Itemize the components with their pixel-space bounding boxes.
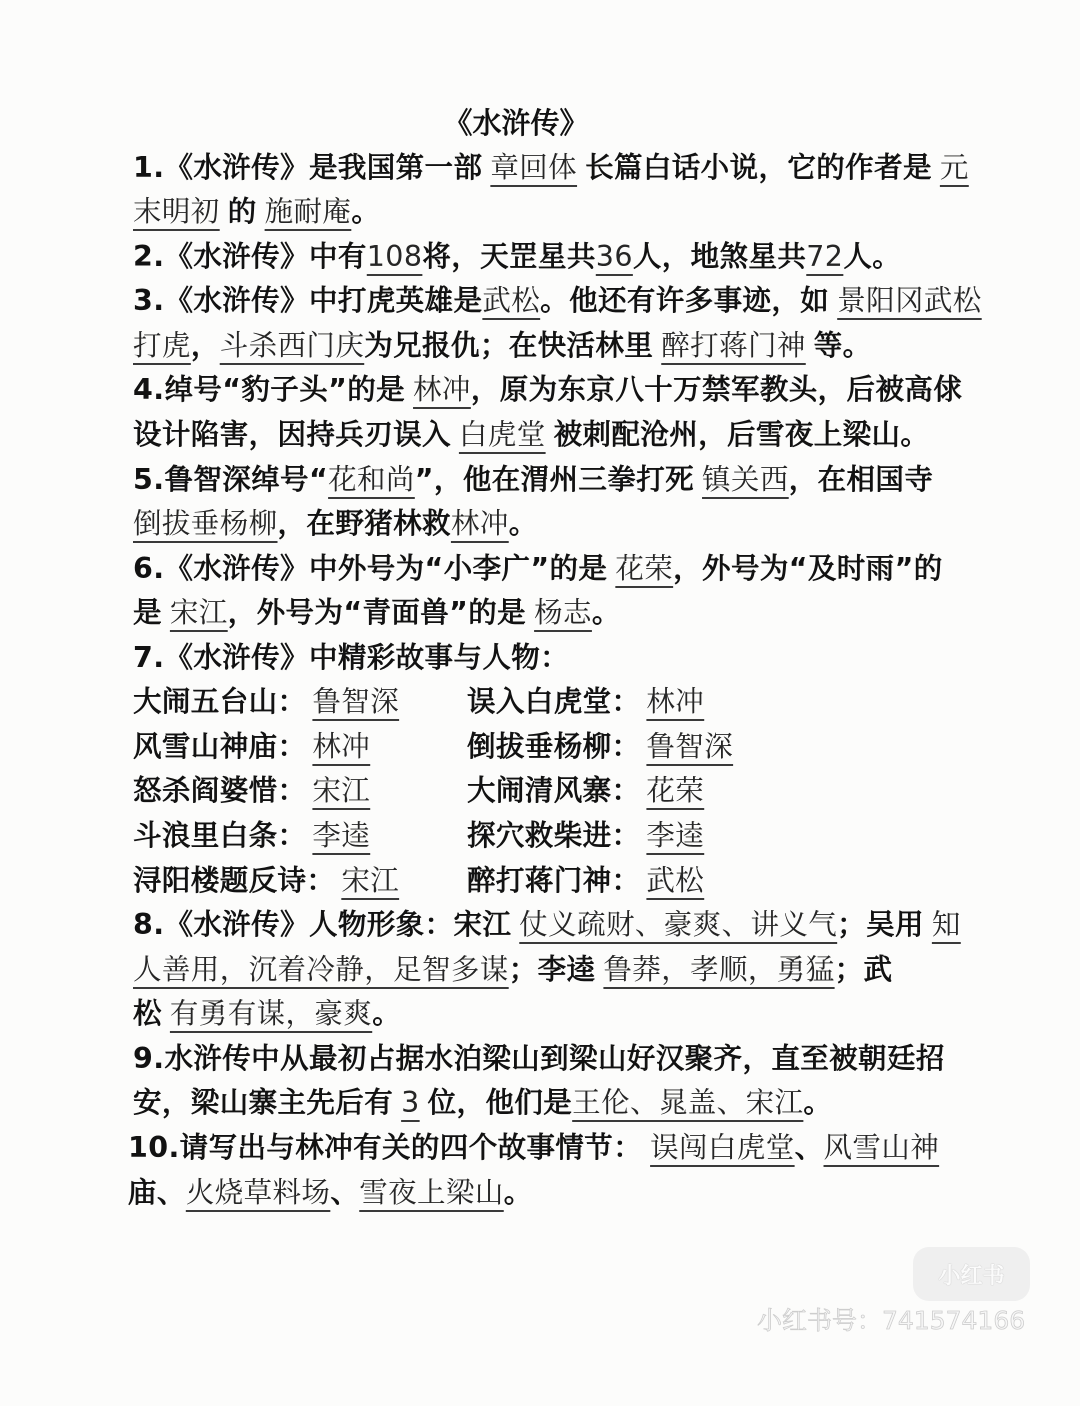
answer-text: 元 [939,150,969,184]
question-2-line-1 [133,235,1033,280]
answer-text: 章回体 [490,150,578,184]
question-text: 6.《水浒传》中外号为“小李广”的是 [133,551,608,585]
question-text: 7.《水浒传》中精彩故事与人物： [133,640,570,674]
answer-text: 36 [595,239,633,273]
question-text: ，在相国寺 [788,462,934,496]
answer-text: 斗杀西门庆 [219,328,365,362]
answer-text: 误闯白虎堂 [650,1130,795,1164]
question-1 [133,146,1033,235]
question-text: 设计陷害，因持兵刃误入 [133,417,451,451]
document-title: 《水浒传》 [443,106,589,140]
answer-text: 鲁莽，孝顺，勇猛 [603,952,835,986]
question-2 [133,235,1033,280]
question-text: ，原为东京八十万禁军教头，后被高俅 [470,373,963,407]
hero-name: 花荣 [646,774,705,808]
answer-text: 林冲 [413,373,471,407]
story-title: 浔阳楼题反诗： [133,863,336,897]
question-text: 松 [133,997,162,1031]
question-3-line-1 [133,279,1033,324]
question-text: 是 [133,596,162,630]
story-title: 误入白虎堂： [467,685,641,719]
story-row [133,680,1033,725]
question-text: 的 [227,195,257,229]
question-8-line-3 [133,992,1033,1037]
question-text: 。 [591,596,621,630]
question-text: 等。 [813,328,872,362]
answer-text: 打虎 [133,328,191,362]
hero-name: 宋江 [341,863,400,897]
answer-text: 花荣 [615,551,674,585]
document-body [128,101,1033,1215]
answer-text: 武松 [482,284,541,318]
story-row [133,814,1033,859]
answer-text: 72 [806,239,844,273]
question-3-line-2 [133,324,1033,369]
question-4 [133,368,1033,457]
question-10 [128,1126,1033,1215]
question-text: 4.绰号“豹子头”的是 [133,373,406,407]
story-cell [467,859,704,904]
answer-text: 末明初 [133,195,220,229]
answer-text: 杨志 [534,596,592,630]
question-text: 。 [351,195,381,229]
story-title: 倒拔垂杨柳： [467,729,641,763]
question-text: 5.鲁智深绰号“ [133,462,329,496]
answer-text: 有勇有谋，豪爽 [169,997,373,1031]
question-text: 。他还有许多事迹，如 [540,284,830,318]
question-text: 被刺配沧州，后雪夜上梁山。 [553,417,930,451]
story-cell [133,725,467,770]
answer-text: 仗义疏财、豪爽、讲义气 [519,908,838,942]
question-text: 、 [794,1130,824,1164]
answer-text: 王伦、晁盖、宋江 [572,1086,804,1120]
question-text: 10.请写出与林冲有关的四个故事情节： [128,1130,643,1164]
question-1-line-2 [133,190,1033,235]
story-cell [467,814,704,859]
story-row [133,769,1033,814]
hero-name: 宋江 [312,774,371,808]
question-text: 庙 [128,1175,157,1209]
question-text: 位，他们是 [427,1086,573,1120]
question-text: ，外号为“青面兽”的是 [227,596,527,630]
story-cell [133,814,467,859]
story-title: 怒杀阎婆惜： [133,774,307,808]
story-cell [467,725,733,770]
question-5-line-2 [133,502,1033,547]
question-9-line-1 [133,1037,1033,1082]
question-8-line-1 [133,903,1033,948]
question-text: 人，地煞星共 [632,239,807,273]
question-text: 1.《水浒传》是我国第一部 [133,150,483,184]
story-row [133,725,1033,770]
hero-name: 李逵 [646,819,705,852]
question-5 [133,458,1033,547]
question-10-line-2 [128,1171,1033,1216]
question-9-line-2 [133,1081,1033,1126]
question-4-line-1 [133,368,1033,413]
question-text: ；李逵 [508,952,596,986]
question-3 [133,279,1033,368]
answer-text: 3 [401,1086,420,1120]
answer-text: 108 [366,239,423,273]
question-text: 9.水浒传中从最初占据水泊梁山到梁山好汉聚齐，直至被朝廷招 [133,1041,945,1075]
question-6 [133,547,1033,636]
answer-text: 人善用，沉着冷静，足智多谋 [133,952,509,986]
question-text: 为兄报仇；在快活林里 [364,328,654,362]
answer-text: 倒拔垂杨柳 [133,507,278,541]
question-text: 。 [803,1086,833,1120]
story-cell [467,680,704,725]
story-title: 探穴救柴进： [467,819,641,852]
hero-name: 武松 [646,863,705,897]
answer-text: 宋江 [169,596,228,630]
watermark-logo-text: 小红书 [938,1263,1005,1289]
story-cell [133,680,467,725]
question-text: 。 [503,1175,533,1209]
question-text: 、 [156,1175,186,1209]
question-text: 2.《水浒传》中有 [133,239,367,273]
hero-name: 林冲 [312,729,371,763]
story-title: 大闹清风寨： [467,774,641,808]
question-text: 人。 [843,239,902,273]
hero-name: 李逵 [312,819,371,852]
story-cell [467,769,704,814]
question-6-line-1 [133,547,1033,592]
question-text: 、 [330,1175,360,1209]
question-text: ；吴用 [837,908,924,942]
question-text: ，在野猪林救 [277,507,451,541]
question-text: 。 [508,507,538,541]
answer-text: 施耐庵 [264,195,352,229]
question-text: 长篇白话小说，它的作者是 [585,150,932,184]
watermark-text: 小红书号：741574166 [757,1306,1026,1335]
watermark-logo [913,1247,1030,1301]
answer-text: 风雪山神 [823,1130,940,1164]
story-title: 醉打蒋门神： [467,863,641,897]
answer-text: 火烧草料场 [185,1175,331,1209]
question-5-line-1 [133,458,1033,503]
answer-text: 景阳冈武松 [837,284,982,318]
story-row [133,859,1033,904]
question-text: 。 [372,997,402,1031]
question-9 [133,1037,1033,1126]
question-1-line-1 [133,146,1033,191]
question-text: 将，天罡星共 [422,239,596,273]
question-text: ；武 [834,952,893,986]
answer-text: 镇关西 [702,462,789,496]
hero-name: 鲁智深 [312,685,400,719]
answer-text: 林冲 [450,507,509,541]
question-text: 安，梁山寨主先后有 [133,1086,394,1120]
question-text: ，外号为“及时雨”的 [673,551,943,585]
story-title: 斗浪里白条： [133,819,307,852]
hero-name: 鲁智深 [646,729,734,763]
answer-text: 知 [931,908,961,942]
question-7 [133,636,1033,903]
answer-text: 雪夜上梁山 [359,1175,504,1209]
question-8 [133,903,1033,1037]
question-text: ”，他在渭州三拳打死 [414,462,695,496]
hero-name: 林冲 [646,685,705,719]
answer-text: 花和尚 [328,462,415,496]
answer-text: 白虎堂 [458,417,546,451]
question-text: 8.《水浒传》人物形象：宋江 [133,908,512,942]
story-cell [133,769,467,814]
question-4-line-2 [133,413,1033,458]
question-text: ， [190,328,220,362]
question-7-heading [133,636,1033,681]
story-title: 大闹五台山： [133,685,307,719]
story-cell [133,859,467,904]
story-title: 风雪山神庙： [133,729,307,763]
question-8-line-2 [133,948,1033,993]
title-line [133,101,899,146]
question-text: 3.《水浒传》中打虎英雄是 [133,284,483,318]
question-6-line-2 [133,591,1033,636]
answer-text: 醉打蒋门神 [661,328,806,362]
question-10-line-1 [128,1126,1033,1171]
